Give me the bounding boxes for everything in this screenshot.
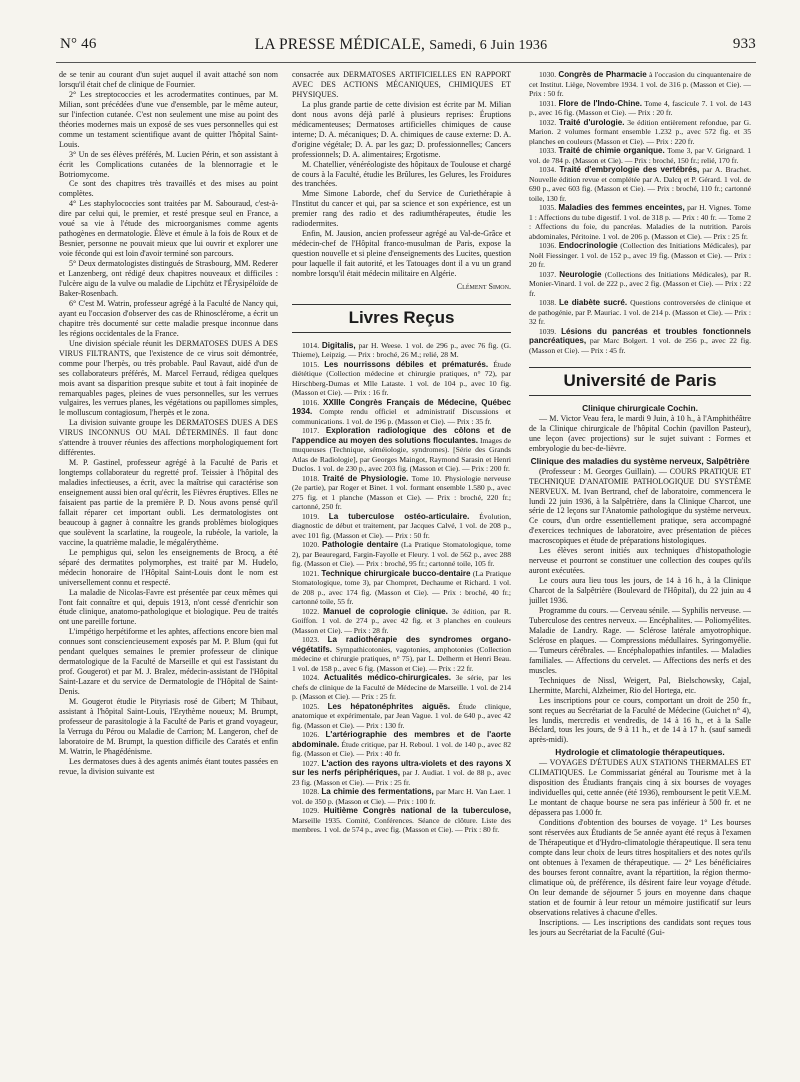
- page-header: [46, 36, 756, 56]
- universite-title: Université de Paris: [529, 367, 751, 396]
- book-details: par J. Audiat. 1 vol. de 88 p., avec 23 fig. (Masson et Cie). — Prix : 25 fr.: [292, 768, 511, 787]
- announcement-heading: Clinique chirurgicale Cochin.: [582, 402, 698, 413]
- column-left: [59, 70, 278, 1070]
- announcement-heading: Hydrologie et climatologie thérapeutiques.: [555, 747, 725, 758]
- book-title: Traité d'urologie.: [558, 117, 625, 127]
- book-title: Lésions du pancréas et troubles fonctionnels pancréatiques,: [529, 326, 751, 345]
- announcement-paragraph: Programme du cours. — Cerveau sénile. — Syphilis nerveuse. — Tuberculose des centres nerveux. — Encéphalites. — Poliomyélites. Maladie de Landry. Rage. — Sclérose latérale amyotrophique. Sclérose en plaques. — Compressions médullaires. Syringomyélie. — Tumeurs cérébrales. — Encéphalopathies infantiles. — Maladies familiales. — Affections du cervelet. — Affections des nerfs et des muscles.: [529, 606, 751, 675]
- book-entry: [529, 165, 751, 203]
- book-details: Étude clinique, anatomique et expérimentale, par Jean Vague. 1 vol. de 640 p., avec 42 fig. (Masson et Cie). — Prix : 130 fr.: [292, 701, 511, 730]
- livres-recus-title: Livres Reçus: [292, 304, 511, 333]
- announcement-paragraph: (Professeur : M. Georges Guillain). — COURS PRATIQUE ET TECHNIQUE D'ANATOMIE PATHOLOGIQUE DU SYSTÈME NERVEUX. M. Ivan Bertrand, chef de laboratoire, commencera le lundi 22 juin 1936, à la Salpêtrière, dans la Clinique Charcot, une série de 12 leçons sur l'Anatomie pathologique du système nerveux. Ce cours, d'un ordre essentiellement pratique, sera accompagné d'exercices techniques de laboratoire, avec présentation de pièces macroscopiques et étude de préparations histologiques.: [529, 466, 751, 546]
- article-paragraph: Ce sont des chapitres très travaillés et des mises au point complètes.: [59, 179, 278, 199]
- book-title: Actualités médico-chirurgicales.: [323, 673, 452, 683]
- book-entry: [292, 730, 511, 759]
- article-paragraph: La division suivante groupe les DERMATOSES DUES A DES VIRUS INCONNUS OU MAL DÉTERMINÉS. Il faut donc s'attendre à trouver réunies des affections morphologiquement fort différentes.: [59, 418, 278, 458]
- book-details: Tome 10. Physiologie nerveuse (2e partie), par Roger et Binet. 1 vol. formant ensemble 1.580 p., avec 275 fig. et 1 planche (Masson et Cie). — Prix : broché, 220 fr.; cartonné, 250 fr.: [292, 473, 511, 512]
- book-details: par A. Brachet. Nouvelle édition revue et complétée par A. Dalcq et P. Gérard. 1 vol. de 690 p., avec 603 fig. (Masson et Cie). — Prix : broché, 110 fr.; cartonné toile, 130 fr.: [529, 165, 751, 203]
- book-title: La chimie des fermentations,: [321, 787, 434, 797]
- book-title: Congrès de Pharmacie: [558, 70, 647, 79]
- book-entry: [292, 673, 511, 702]
- book-entry: [292, 540, 511, 569]
- announcement-heading: Clinique des maladies du système nerveux, Salpêtrière: [530, 455, 750, 466]
- book-details: Étude diététique (Collection médecine et chirurgie pratiques, n° 72), par Hirschberg-Dumas et Mlle Lataste. 1 vol. de 104 p., avec 10 fig. (Masson et Cie). — Prix : 16 fr.: [292, 359, 511, 398]
- book-number: 1015.: [302, 359, 320, 369]
- book-number: 1025.: [302, 701, 320, 711]
- book-details: 3e série, par les chefs de clinique de la Faculté de Médecine de Marseille. 1 vol. de 214 p. (Masson et Cie). — Prix : 25 fr.: [292, 673, 511, 702]
- page-number-left: N° 46: [60, 36, 97, 52]
- article-paragraph: Mme Simone Laborde, chef du Service de Curiethérapie à l'Institut du cancer et qui, par sa science et son expérience, est un premier rang des radio et des radiumthérapeutes, étudie les radiodermites.: [292, 189, 511, 229]
- book-details: Sympathicotonies, vagotonies, amphotonies (Collection médecine et chirurgie pratiques, n° 75), par L. Delherm et Henri Beau. 1 vol. de 158 p., avec 6 fig. (Masson et Cie). — Prix : 22 fr.: [292, 644, 511, 673]
- book-number: 1032.: [539, 117, 557, 127]
- issue-date: Samedi, 6 Juin 1936: [429, 38, 548, 53]
- announcement-paragraph: Inscriptions. — Les inscriptions des candidats sont reçues tous les jours au Secrétariat de la Faculté (Gui-: [529, 917, 751, 937]
- book-details: (Collections des Initiations Médicales), par R. Monier-Vinard. 1 vol. de 222 p., avec 2 fig. (Masson et Cie). — Prix : 22 fr.: [529, 269, 751, 298]
- book-number: 1036.: [539, 241, 557, 250]
- book-entry: [529, 327, 751, 356]
- book-number: 1019.: [302, 511, 320, 521]
- book-title: Exploration radiologique des côlons et de l'appendice au moyen des solutions floculantes.: [292, 426, 511, 445]
- book-number: 1033.: [539, 146, 557, 155]
- article-paragraph: La maladie de Nicolas-Favre est présentée par ceux mêmes qui l'ont fait connaître et qui, depuis 1913, n'ont cessé d'enrichir son étude clinique, anatomo-pathologique et biologique. Peu de traités ont une pareille fortune.: [59, 587, 278, 627]
- article-paragraph: Le pemphigus qui, selon les enseignements de Brocq, a été séparé des dermatites polymorphes, est traité par M. Hudelo, médecin honoraire de l'Hôpital Saint-Louis dont le nom est universellement connu et respecté.: [59, 547, 278, 587]
- book-entry: [292, 512, 511, 541]
- journal-title: LA PRESSE MÉDICALE,: [254, 36, 426, 53]
- article-paragraph: Enfin, M. Jausion, ancien professeur agrégé au Val-de-Grâce et médecin-chef de l'Hôpital franco-musulman de Paris, expose la question nouvelle et si pleine d'enseignements des Lucites, question pour laquelle il fait autorité, et les Tatouages dont il a vu un grand nombre lorsqu'il était médecin militaire en Algérie.: [292, 229, 511, 279]
- book-details: (La Pratique Stomatologique, tome 3), par Chompret, Dechaume et Richard. 1 vol. de 208 p., avec 174 fig. (Masson et Cie). — Prix : broché, 40 fr.; cartonné toile, 55 fr.: [292, 568, 511, 607]
- book-entry: [292, 607, 511, 636]
- book-details: par Marc H. Van Laer. 1 vol. de 350 p. (Masson et Cie). — Prix : 100 fr.: [292, 787, 511, 806]
- book-title: Traité de Physiologie.: [322, 473, 409, 483]
- book-number: 1027.: [302, 758, 320, 768]
- book-entry: [292, 635, 511, 673]
- book-number: 1017.: [302, 426, 320, 436]
- column-right: [529, 70, 751, 1070]
- announcement-paragraph: Conditions d'obtention des bourses de voyage. 1° Les bourses sont réservées aux Étudiants de 5e année ayant été reçus à l'examen de Thérapeutique et d'Hydro-climatologie thérapeutique. Il sera tenu compte dans leur choix de leurs titres hospitaliers et des notes qu'ils ont obtenues à l'examen de thérapeutique. — 2° Les bénéficiaires des bourses feront connaître, avant la répartition, la région thermo-climatique où, de préférence, ils désirent faire leur voyage d'étude. On leur demande de séjourner 5 jours en moyenne dans chaque station et de fournir à leur retour un mémoire justificatif sur leurs observations relatives à chacune d'elles.: [529, 818, 751, 917]
- announcement-paragraph: — VOYAGES D'ÉTUDES AUX STATIONS THERMALES ET CLIMATIQUES. Le Commissariat général au Tourisme met à la disposition des Étudiants français cinq à six bourses de voyages individuelles qui, cette année (été 1936), remboursent le petit V.E.M. Le montant de chaque bourse ne sera pas inférieur à 500 fr. et ne dépassera pas 1.000 fr.: [529, 758, 751, 818]
- book-entry: [529, 298, 751, 327]
- book-number: 1028.: [302, 787, 320, 797]
- book-number: 1029.: [302, 806, 320, 816]
- book-details: (La Pratique Stomatologique, tome 2), par Beauregard, Fargin-Fayolle et Fleury. 1 vol. de 562 p., avec 288 fig. (Masson et Cie). — Prix : broché, 95 fr.; cartonné toile, 105 fr.: [292, 540, 511, 569]
- book-entry: [292, 426, 511, 474]
- book-title: Pathologie dentaire: [322, 540, 399, 550]
- review-signature: Clément Simon.: [456, 282, 511, 292]
- book-number: 1031.: [539, 98, 557, 108]
- article-paragraph: M. Gougerot étudie le Pityriasis rosé de Gibert; M Thibaut, assistant à l'hôpital Saint-Louis, l'Erythème noueux; M. Brumpt, professeur de parasitologie à la Faculté de Paris et grand voyageur, la Verruga du Pérou ou Maladie de Carrion; M. Langeron, chef de laboratoire de M. Brumpt, la question difficile des Caratés et enfin M. Watrin, le Phagédénisme.: [59, 697, 278, 756]
- book-details: Marseille 1935. Comité, Conférences. Séance de clôture. Liste des membres. 1 vol. de 574 p., avec fig. (Masson et Cie). — Prix : 80 fr.: [292, 815, 511, 835]
- book-details: Étude critique, par H. Reboul. 1 vol. de 140 p., avec 82 fig. (Masson et Cie). — Prix : 40 fr.: [292, 739, 511, 759]
- article-paragraph: M. P. Gastinel, professeur agrégé à la Faculté de Paris et longtemps collaborateur du regretté prof. Teissier à l'hôpital des maladies infectieuses, a écrit, avec la maîtrise qui caractérise son enseignement aussi bien oral qu'écrit, les Fièvres éruptives. Elles ne faisaient pas partie de la première P. D. Nous avons pensé qu'il fallait réparer cet important oubli. Les dermatologistes ont beaucoup à gagner à connaître les grands problèmes biologiques que soulèvent la scarlatine, la rougeole, la rubéole, la variole, la vaccine, la quatrième maladie, le mégalérythème.: [59, 458, 278, 547]
- header-rule: [56, 62, 756, 63]
- book-entry: [292, 341, 511, 360]
- article-paragraph: consacrée aux DERMATOSES ARTIFICIELLES EN RAPPORT AVEC DES ACTIONS MÉCANIQUES, CHIMIQUES ET PHYSIQUES.: [292, 70, 511, 99]
- book-number: 1023.: [302, 635, 320, 645]
- announcement-paragraph: Le cours aura lieu tous les jours, de 14 à 16 h., à la Clinique Charcot de la Salpêtrière (Boulevard de l'Hôpital), du 22 juin au 4 juillet 1936.: [529, 576, 751, 606]
- book-details: (Collection des Initiations Médicales), par Noël Fiessinger. 1 vol. de 152 p., avec 19 fig. (Masson et Cie). — Prix : 20 fr.: [529, 241, 751, 269]
- book-title: Manuel de coprologie clinique.: [323, 606, 448, 616]
- book-number: 1014.: [302, 340, 320, 350]
- book-entry: [292, 398, 511, 427]
- book-title: Les hépatonéphrites aiguës.: [327, 701, 450, 711]
- article-paragraph: M. Chatellier, vénéréologiste des hôpitaux de Toulouse et chargé de cours à la Faculté, étudie les Brûlures, les Gelures, les Froidures des tranchées.: [292, 159, 511, 189]
- book-entry: [292, 759, 511, 788]
- book-number: 1022.: [302, 606, 320, 616]
- book-details: Évolution, diagnostic de début et traitement, par Jacques Calvé, 1 vol. de 208 p., avec 101 fig. (Masson et Cie). — Prix : 50 fr.: [292, 511, 511, 540]
- book-entry: [292, 702, 511, 731]
- book-title: Digitalis,: [321, 340, 356, 350]
- announcement-paragraph: Techniques de Nissl, Weigert, Pal, Bielschowsky, Cajal, Lhermitte, Marchi, Alzheimer, Rio del Hortega, etc.: [529, 675, 751, 695]
- article-paragraph: 5° Deux dermatologistes distingués de Strasbourg, MM. Rederer et Lanzenberg, ont rédigé deux chapitres nouveaux et difficiles : l'ulcère aigu de la vulve ou maladie de Lipchütz et l'Érysipéloïde de Baker-Rosenbach.: [59, 259, 278, 298]
- article-paragraph: 3° Un de ses élèves préférés, M. Lucien Périn, et son assistant à écrit les Complications cutanées de la blennorragie et le Botriomycome.: [59, 149, 278, 179]
- book-number: 1021.: [302, 568, 320, 578]
- universite-announcements: [529, 404, 751, 938]
- book-title: Huitième Congrès national de la tuberculose,: [323, 806, 511, 816]
- book-entry: [292, 806, 511, 835]
- book-number: 1039.: [539, 326, 557, 336]
- column-middle: [292, 70, 511, 1070]
- book-number: 1037.: [539, 269, 557, 279]
- announcement-paragraph: — M. Victor Veau fera, le mardi 9 Juin, à 10 h., à l'Amphithéâtre de la Clinique chirurgicale de l'hôpital Cochin (pavillon Pasteur), une leçon (avec projections) sur le sujet suivant : Formes et embryologie du bec-de-lièvre.: [529, 413, 751, 453]
- book-details: 3e édition, par R. Goiffon. 1 vol. de 274 p., avec 42 fig. et 3 planches en couleurs (Masson et Cie). — Prix : 28 fr.: [292, 606, 511, 635]
- article-paragraph: Les dermatoses dues à des agents animés étant toutes passées en revue, la division suivante est: [59, 756, 278, 776]
- book-title: Technique chirurgicale bucco-dentaire: [321, 568, 471, 578]
- book-title: La tuberculose ostéo-articulaire.: [328, 511, 470, 521]
- book-title: L'action des rayons ultra-violets et des rayons X sur les nerfs périphériques,: [292, 758, 511, 778]
- article-paragraph: La plus grande partie de cette division est écrite par M. Milian dont nous avons déjà parlé à plusieurs reprises: Éruptions médicamenteuses; Dermatoses artificielles chimiques de cause interne; D. A. mécaniques; D. A. chimiques de cause externe: D. A. d'origine végétale; D. A. par les gaz; D. professionnelles; Cancers professionnels; D. A. alimentaires; Ergotisme.: [292, 99, 511, 159]
- book-entry: [529, 70, 751, 99]
- review-continuation: [292, 70, 511, 279]
- book-number: 1034.: [539, 165, 557, 174]
- book-number: 1016.: [302, 397, 320, 407]
- book-title: La radiothérapie des syndromes organo-végétatifs.: [292, 635, 511, 654]
- book-details: par Marc Bolgert. 1 vol. de 256 p., avec 22 fig. (Masson et Cie). — Prix : 45 fr.: [529, 336, 751, 355]
- article-paragraph: L'impétigo herpétiforme et les aphtes, affections encore bien mal connues sont consciencieusement exposés par M. P. Blum (qui fut pendant quelques semaines le premier professeur de clinique dermatologique de la Faculté de Marseille et qui est l'assistant du prof. Gougerot) et par M. J. Bralez, médecin-assistant de l'Hôpital Saint-Lazare et du service de Dermatologie de l'Hôpital de Saint-Denis.: [59, 627, 278, 697]
- book-number: 1018.: [302, 473, 320, 483]
- book-list-middle: [292, 341, 511, 835]
- book-entry: [529, 241, 751, 270]
- book-title: Traité d'embryologie des vertébrés,: [559, 165, 700, 174]
- book-number: 1020.: [302, 540, 320, 550]
- book-details: par H. Weese. 1 vol. de 296 p., avec 76 fig. (G. Thieme), Leipzig. — Prix : broché, 26 M.; relié, 28 M.: [292, 340, 511, 360]
- book-title: XXIIIe Congrès Français de Médecine, Québec 1934.: [292, 397, 511, 417]
- book-entry: [529, 146, 751, 165]
- book-details: Questions controversées de clinique et de pathogénie, par P. Mauriac. 1 vol. de 214 p. (Masson et Cie). — Prix : 32 fr.: [529, 298, 751, 326]
- article-paragraph: de se tenir au courant d'un sujet auquel il avait attaché son nom lorsqu'il était chef de clinique de Fournier.: [59, 70, 278, 89]
- article-paragraph: Une division spéciale réunit les DERMATOSES DUES A DES VIRUS FILTRANTS, que l'existence de ce virus soit démontrée, comme pour l'herpès, ou très probable. Paul Ravaut, aidé d'un de ses collaborateurs préférés, M. Marcel Ferraud, rédigea quelques mois avant sa disparition presque subite et tout à fait inopinée de remarquables pages, pleines de vues personnelles, sur les verrues vulgaires, les verrues planes, les végétations ou papillomes simples, le molluscum contagiosum, l'herpès et le zona.: [59, 338, 278, 418]
- book-number: 1038.: [539, 298, 557, 307]
- book-title: Neurologie: [559, 269, 602, 279]
- article-paragraph: 2° Les streptococcies et les acrodermatites continues, par M. Milian, sont précédées d'une vue d'ensemble, par le même auteur, sur l'infection cutanée. C'est non seulement une mise au point des théories modernes mais un exposé de ses vues personnelles qui est comme un testament scientifique avant de quitter l'hôpital Saint-Louis.: [59, 89, 278, 149]
- book-entry: [529, 203, 751, 241]
- book-details: 3e édition entièrement refondue, par G. Marion. 2 volumes formant ensemble 1.232 p., avec 572 fig. et 35 planches en couleurs (Masson et Cie). — Prix : 220 fr.: [529, 117, 751, 146]
- book-entry: [292, 360, 511, 398]
- book-number: 1026.: [302, 730, 320, 740]
- book-details: par H. Vignes. Tome 1 : Affections du tube digestif. 1 vol. de 318 p. — Prix : 40 fr. — Tome 2 : Affections du foie, du pancréas. Maladies de la nutrition. Parois abdominales, Péritoine. 1 vol. de 206 p. (Masson et Cie). — Prix : 25 fr.: [529, 203, 751, 241]
- book-title: Endocrinologie: [558, 241, 618, 250]
- article-paragraph: 4° Les staphylococcies sont traitées par M. Sabouraud, c'est-à-dire par celui qui, le premier, et resté presque seul en France, a voué sa vie à l'étude des microorganismes comme agents pathogènes en dermatologie. Élève et émule à la fois de Roux et de Besnier, personne ne pouvait mieux que lui ouvrir et explorer une voie féconde qui est loin d'avoir terminé son parcours.: [59, 199, 278, 259]
- book-entry: [529, 118, 751, 147]
- book-entry: [529, 99, 751, 118]
- masthead: [46, 36, 756, 54]
- book-entry: [292, 787, 511, 806]
- book-entry: [292, 474, 511, 512]
- book-title: Le diabète sucré.: [559, 298, 628, 307]
- book-title: Les nourrissons débiles et prématurés.: [324, 359, 489, 369]
- book-number: 1030.: [539, 70, 557, 79]
- book-details: Tome 4, fascicule 7. 1 vol. de 143 p., avec 16 fig. (Masson et Cie). — Prix : 20 fr.: [529, 98, 751, 117]
- article-paragraph: 6° C'est M. Watrin, professeur agrégé à la Faculté de Nancy qui, ayant eu l'occasion d'observer des cas de Rhinosclérome, a écrit un chapitre très documenté sur cette maladie presque inconnue dans les régions occidentales de la France.: [59, 298, 278, 338]
- book-details: Compte rendu officiel et administratif Discussions et communications. 1 vol. de 196 p. (Masson et Cie). — Prix : 35 fr.: [292, 407, 511, 426]
- book-details: Images de muqueuses (Technique, séméiologie, syndromes). [Série des Grands Atlas de Radiologie], par Georges Maingot, Raymond Sarasin et Henri Duclos. 1 vol. de 230 p., avec 203 fig. (Masson et Cie). — Prix : 200 fr.: [292, 435, 511, 474]
- book-details: Tome 3, par V. Grignard. 1 vol. de 784 p. (Masson et Cie). — Prix : broché, 150 fr.; relié, 170 fr.: [529, 146, 751, 165]
- book-title: L'artériographie des membres et de l'aorte abdominale.: [292, 730, 511, 749]
- announcement-paragraph: Les élèves seront initiés aux techniques d'histopathologie nerveuse et pourront se constituer une collection des coupes qu'ils auront exécutées.: [529, 546, 751, 576]
- book-number: 1024.: [302, 673, 320, 683]
- page-number-right: 933: [732, 36, 756, 52]
- book-details: à l'occasion du cinquantenaire de cet Institut. Liège, Novembre 1934. 1 vol. de 316 p. (Masson et Cie). — Prix : 50 fr.: [529, 70, 751, 98]
- announcement-paragraph: Les inscriptions pour ce cours, comportant un droit de 250 fr., sont reçues au Secrétariat de la Faculté de Médecine (Guichet n° 4), les lundis, mercredis et vendredis, de 14 à 16 h., et à la Salle Béclard, tous les jours, de 9 à 11 h., et de 14 à 17 h. (sauf samedi après-midi).: [529, 695, 751, 745]
- book-entry: [529, 270, 751, 299]
- book-entry: [292, 569, 511, 607]
- book-title: Traité de chimie organique.: [558, 146, 665, 155]
- book-number: 1035.: [539, 203, 557, 212]
- book-list-right: [529, 70, 751, 355]
- book-title: Flore de l'Indo-Chine.: [558, 98, 643, 108]
- book-title: Maladies des femmes enceintes,: [558, 203, 685, 212]
